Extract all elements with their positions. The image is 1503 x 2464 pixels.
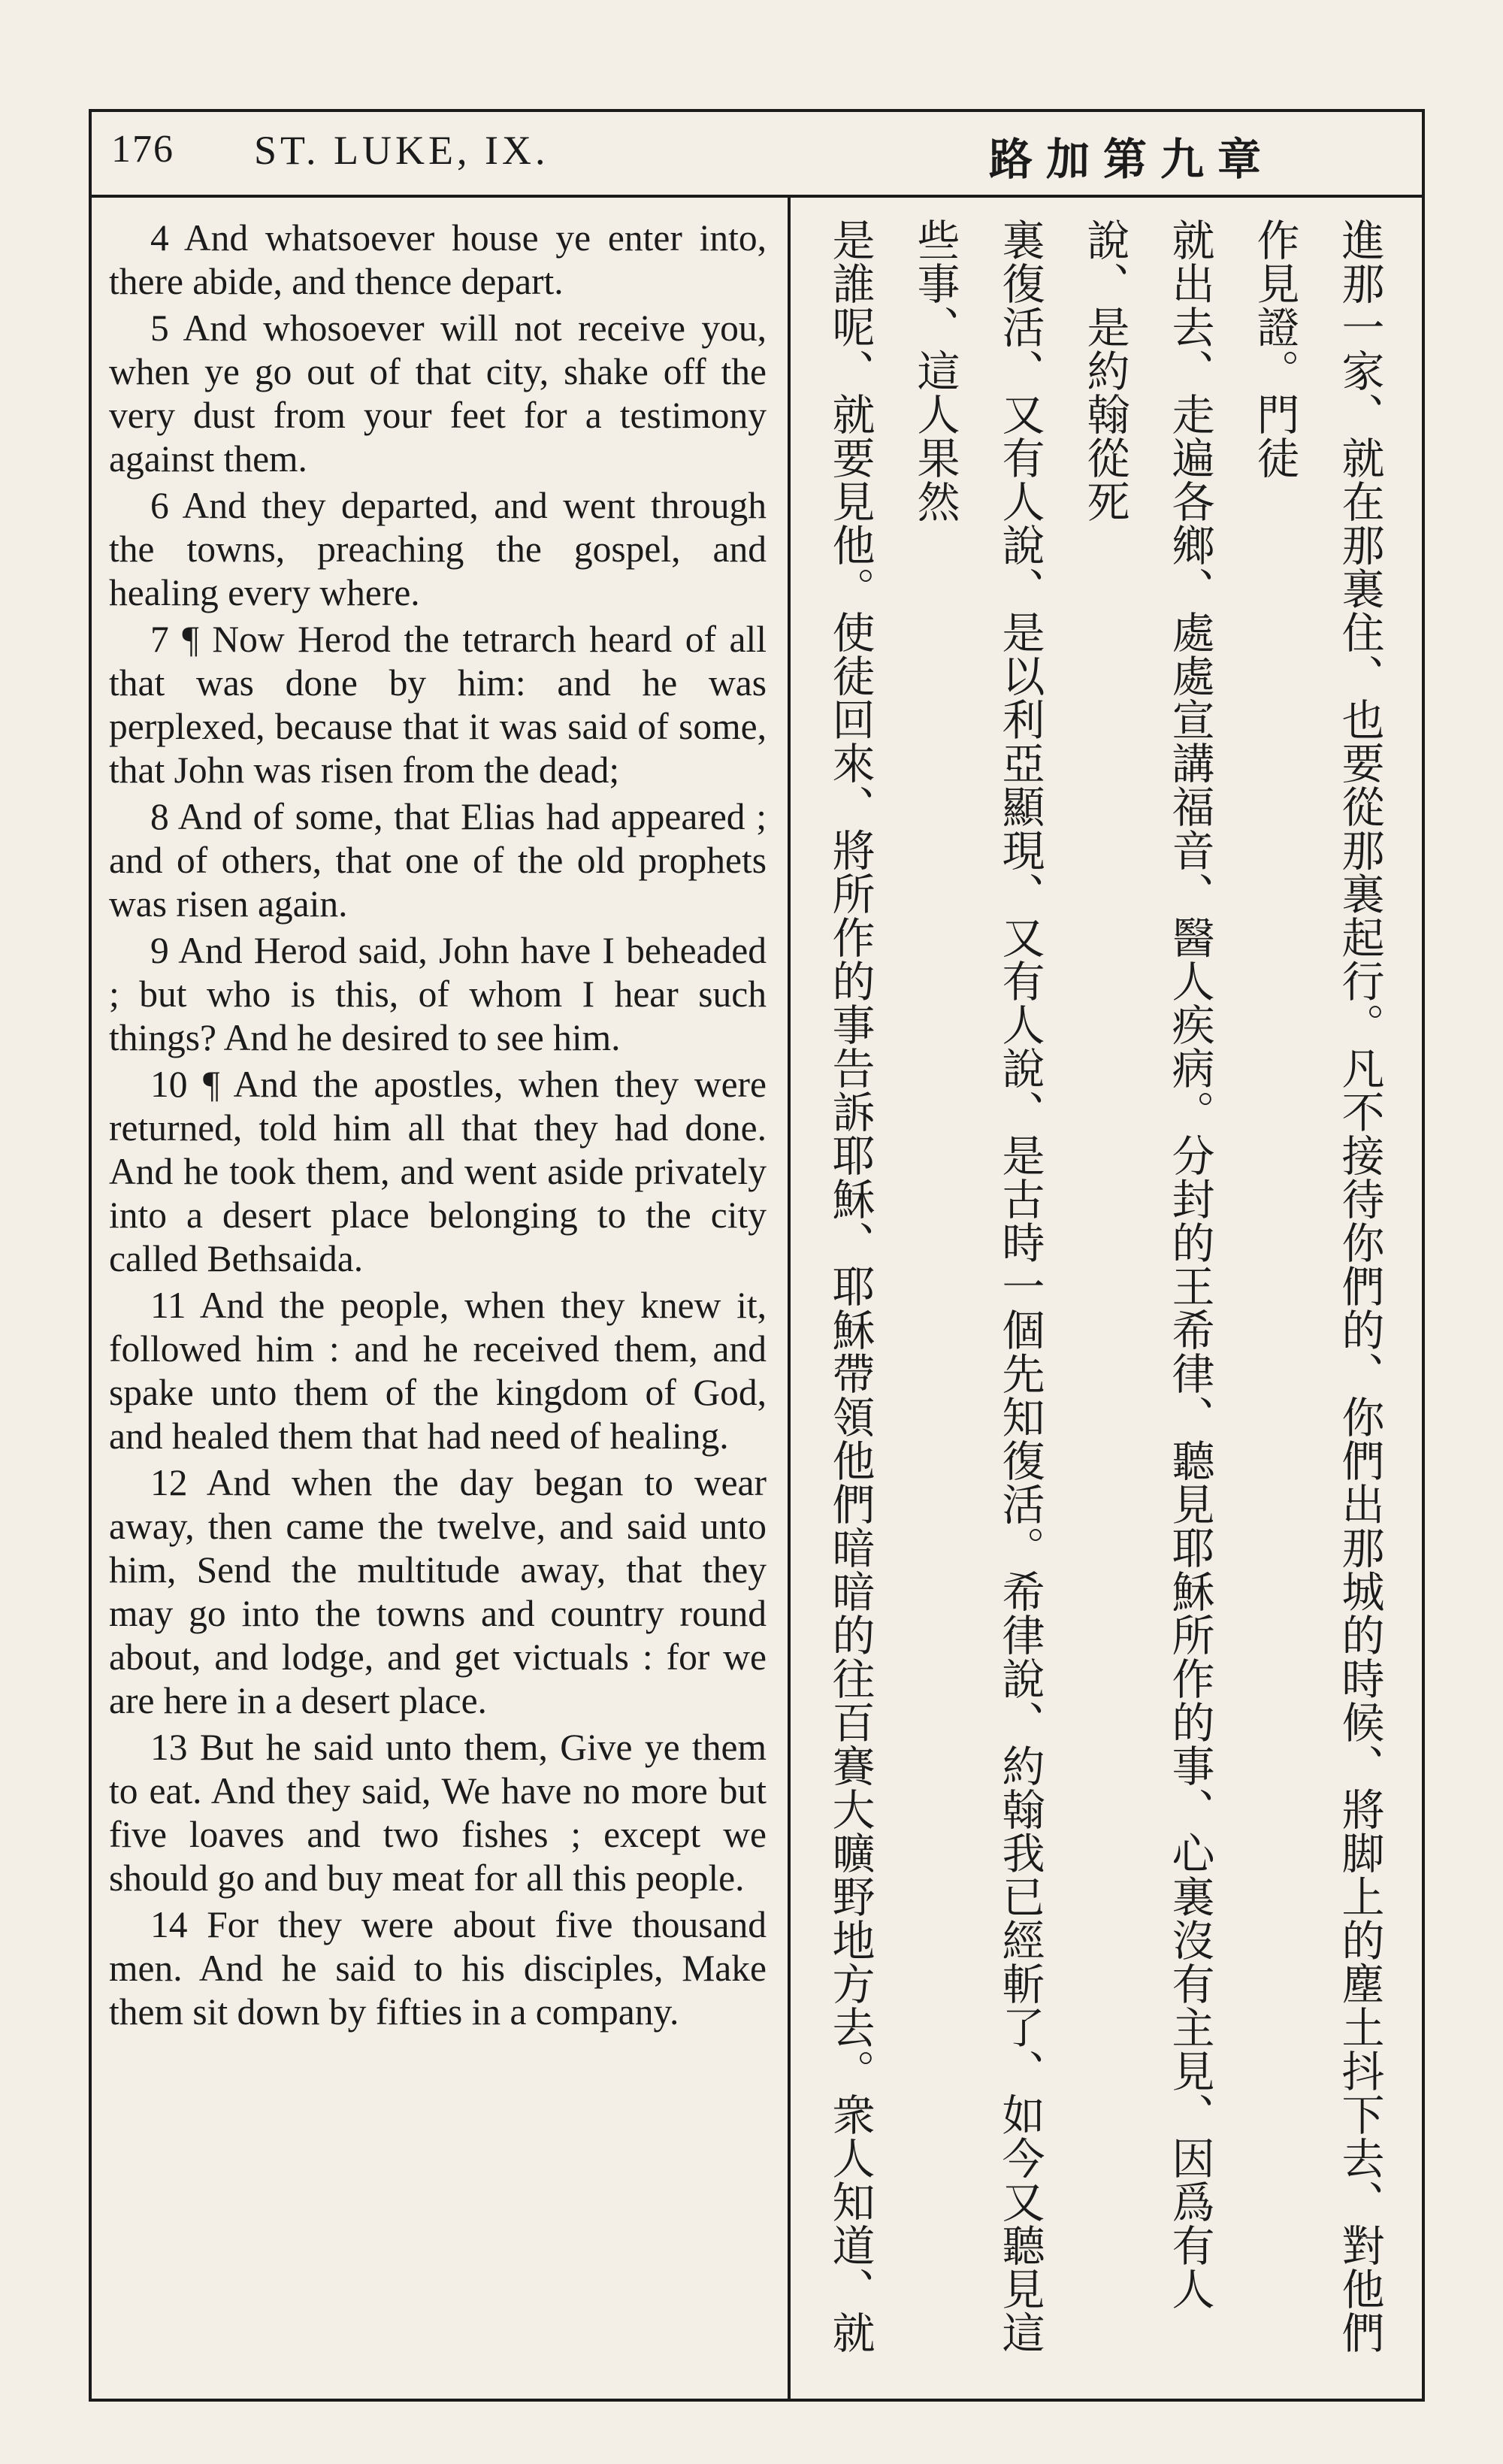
chinese-column-2: 就出去、走遍各鄉、處處宣講福音、醫人疾病。分封的王希律、聽見耶穌所作的事、心裏沒有主見、因爲有人說、是約翰從死	[1080, 218, 1214, 2311]
chinese-chapter-title: 路加第九章	[988, 134, 1275, 185]
verse-7: 7 ¶ Now Herod the tetrarch heard of all that was done by him: and he was perplexed, because that it was said of some, that John was risen from the dead;	[109, 619, 767, 791]
chinese-column-4: 是誰呢、就要見他。使徒回來、將所作的事告訴耶穌、耶穌帶領他們暗暗的往百賽大曠野地方去。衆人知道、就	[825, 218, 875, 2354]
verse-6: 6 And they departed, and went through the towns, preaching the gospel, and healing every where.	[109, 485, 767, 613]
chinese-column-3: 裏復活、又有人說、是以利亞顯現、又有人說、是古時一個先知復活。希律說、約翰我已經斬了、如今又聽見這些事、這人果然	[910, 218, 1045, 2354]
running-title: ST. LUKE, IX.	[254, 128, 549, 173]
verse-5: 5 And whosoever will not receive you, when ye go out of that city, shake off the very dust from your feet for a testimony against them.	[109, 307, 767, 480]
chinese-text-column	[800, 218, 1402, 2383]
verse-12: 12 And when the day began to wear away, then came the twelve, and said unto him, Send the multitude away, that they may go into the towns and country round about, and lodge, and get victuals : for we are here in a desert place.	[109, 1462, 767, 1721]
verse-11: 11 And the people, when they knew it, followed him : and he received them, and spake unto them of the kingdom of God, and healed them that had need of healing.	[109, 1285, 767, 1457]
chinese-column-1: 進那一家、就在那裏住、也要從那裏起行。凡不接待你們的、你們出那城的時候、將脚上的塵土抖下去、對他們作見證。門徒	[1250, 218, 1384, 2354]
verse-4: 4 And whatsoever house ye enter into, there abide, and thence depart.	[109, 217, 767, 302]
column-divider	[788, 198, 791, 2402]
verse-10: 10 ¶ And the apostles, when they were returned, told him all that they had done. And he took them, and went aside privately into a desert place belonging to the city called Bethsaida.	[109, 1064, 767, 1279]
verse-8: 8 And of some, that Elias had appeared ; and of others, that one of the old prophets was risen again.	[109, 796, 767, 925]
page-header	[89, 109, 1425, 198]
verse-9: 9 And Herod said, John have I beheaded ; but who is this, of whom I hear such things? And he desired to see him.	[109, 930, 767, 1058]
english-text-column	[109, 216, 767, 2381]
verse-13: 13 But he said unto them, Give ye them to eat. And they said, We have no more but five loaves and two fishes ; except we should go and buy meat for all this people.	[109, 1727, 767, 1899]
verse-14: 14 For they were about five thousand men. And he said to his disciples, Make them sit down by fifties in a company.	[109, 1904, 767, 2033]
page-number: 176	[111, 128, 174, 171]
